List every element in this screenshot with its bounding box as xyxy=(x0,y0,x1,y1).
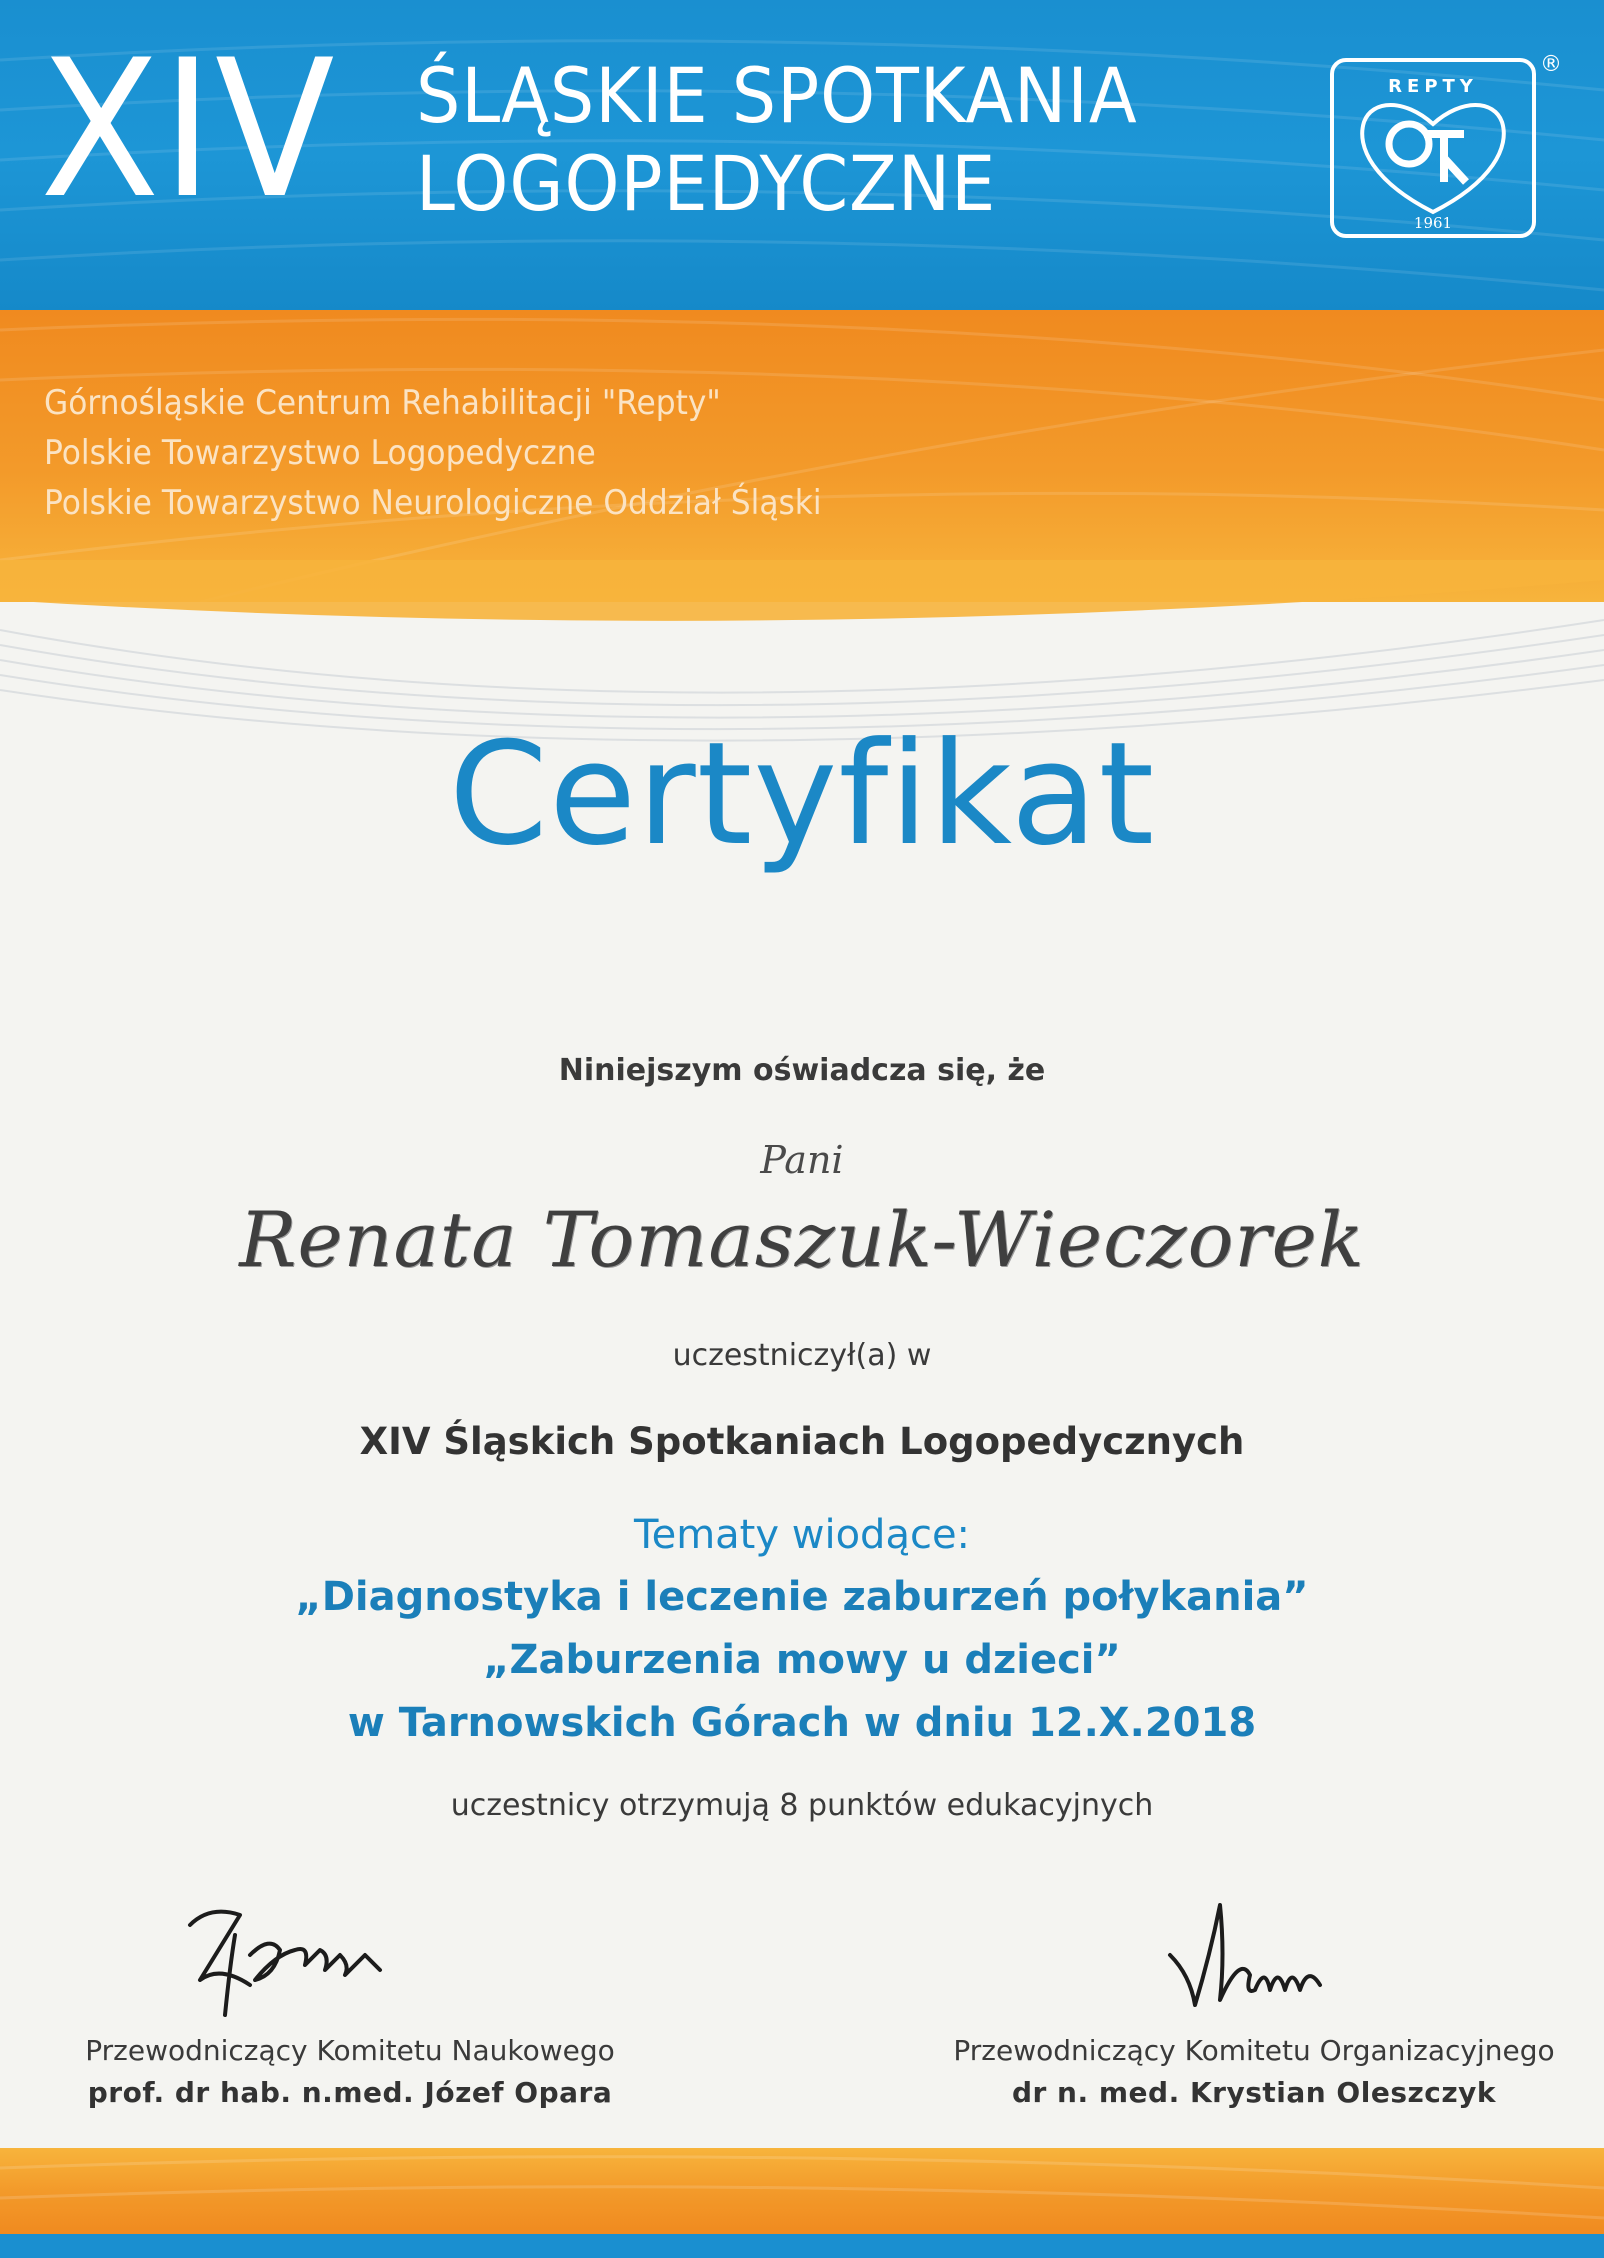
recipient-name: Renata Tomaszuk-Wieczorek xyxy=(239,1195,1365,1284)
signature-block-left xyxy=(0,2030,700,2114)
organizer-2: Polskie Towarzystwo Logopedyczne xyxy=(44,433,596,473)
footer-decorative-lines xyxy=(0,2148,1604,2234)
place-and-date: w Tarnowskich Górach w dniu 12.X.2018 xyxy=(347,1700,1257,1746)
footer-blue-band xyxy=(0,2234,1604,2258)
signatory-right-role: Przewodniczący Komitetu Organizacyjnego xyxy=(953,2034,1555,2067)
event-title-line1: ŚLĄSKIE SPOTKANIA xyxy=(416,51,1138,140)
signatory-left-role: Przewodniczący Komitetu Naukowego xyxy=(85,2034,615,2067)
topic-1: „Diagnostyka i leczenie zaburzeń połykania” xyxy=(295,1574,1309,1620)
organizer-1: Górnośląskie Centrum Rehabilitacji "Repty" xyxy=(44,383,721,423)
event-title xyxy=(416,52,1138,228)
logo-year: 1961 xyxy=(1413,214,1453,232)
event-title-line2: LOGOPEDYCZNE xyxy=(416,139,997,228)
header-band xyxy=(0,0,1604,310)
topics-label: Tematy wiodące: xyxy=(633,1512,971,1558)
organizers-list xyxy=(44,378,822,528)
signatory-left-name: prof. dr hab. n.med. Józef Opara xyxy=(87,2076,613,2109)
signatory-right-name: dr n. med. Krystian Oleszczyk xyxy=(1011,2076,1497,2109)
organizer-3: Polskie Towarzystwo Neurologiczne Oddział Śląski xyxy=(44,483,822,523)
repty-logo xyxy=(1330,58,1536,238)
signature-left xyxy=(180,1895,400,2025)
signature-right xyxy=(1160,1895,1340,2025)
event-name: XIV Śląskich Spotkaniach Logopedycznych xyxy=(359,1420,1245,1463)
topic-2: „Zaburzenia mowy u dzieci” xyxy=(483,1637,1121,1683)
salutation: Pani xyxy=(760,1138,844,1182)
education-points: uczestnicy otrzymują 8 punktów edukacyjnych xyxy=(450,1788,1154,1823)
participation-text: uczestniczył(a) w xyxy=(672,1338,932,1373)
footer-orange-band xyxy=(0,2148,1604,2234)
certificate-title: Certyfikat xyxy=(448,712,1156,877)
intro-text: Niniejszym oświadcza się, że xyxy=(558,1053,1046,1088)
registered-mark: ® xyxy=(1540,52,1562,77)
edition-number: XIV xyxy=(40,19,337,240)
signature-block-right xyxy=(904,2030,1604,2114)
logo-top-text: REPTY xyxy=(1388,76,1478,97)
